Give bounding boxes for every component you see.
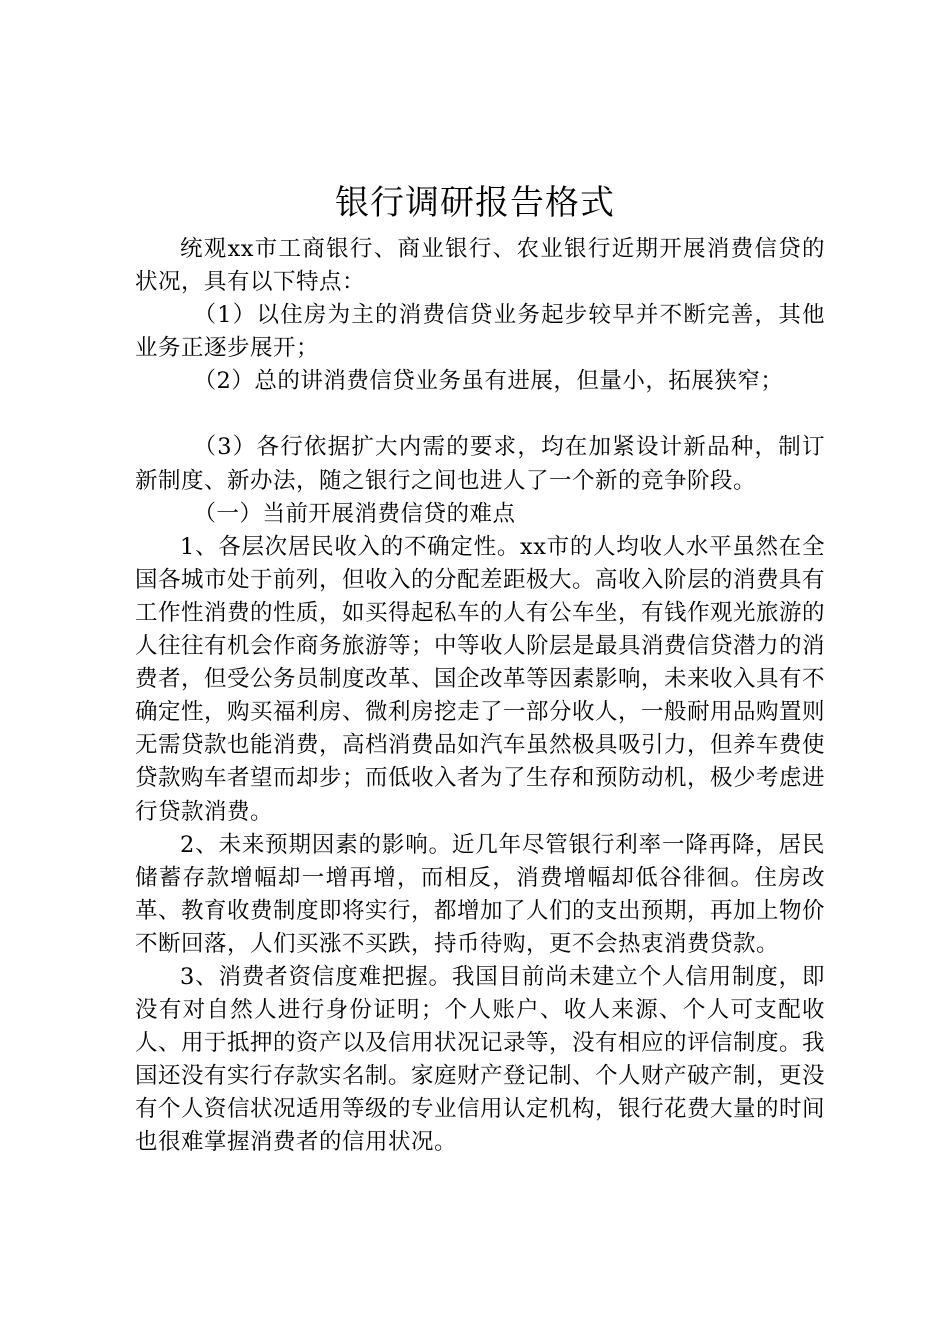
- document-body: [135, 233, 825, 1160]
- paragraph-difficulty-1: 1、各层次居民收入的不确定性。xx市的人均收人水平虽然在全国各城市处于前列，但收入的分配差距极大。高收入阶层的消费具有工作性消费的性质，如买得起私车的人有公车坐，有钱作观光旅游的人往往有机会作商务旅游等；中等收人阶层是最具消费信贷潜力的消费者，但受公务员制度改革、国企改革等因素影响，未来收入具有不确定性，购买福利房、微利房挖走了一部分收人，一般耐用品购置则无需贷款也能消费，高档消费品如汽车虽然极具吸引力，但养车费使贷款购车者望而却步；而低收入者为了生存和预防动机，极少考虑进行贷款消费。: [135, 533, 826, 825]
- paragraph-intro: 统观xx市工商银行、商业银行、农业银行近期开展消费信贷的状况，具有以下特点：: [135, 236, 825, 296]
- paragraph-difficulty-2: 2、未来预期因素的影响。近几年尽管银行利率一降再降，居民储蓄存款增幅却一增再增，而相反，消费增幅却低谷徘徊。住房改革、教育收费制度即将实行，都增加了人们的支出预期，再加上物价不断回落，人们买涨不买跌，持币待购，更不会热衷消费贷款。: [135, 831, 826, 957]
- paragraph-feature-1: （1）以住房为主的消费信贷业务起步较早并不断完善，其他业务正逐步展开；: [135, 302, 825, 362]
- paragraph-feature-3: （3）各行依据扩大内需的要求，均在加紧设计新品种，制订新制度、新办法，随之银行之间也进人了一个新的竞争阶段。: [135, 434, 825, 494]
- section-heading: （一）当前开展消费信贷的难点: [193, 500, 516, 527]
- document-title: 银行调研报告格式: [335, 183, 615, 223]
- paragraph-feature-2: （2）总的讲消费信贷业务虽有进展，但量小，拓展狭窄；: [193, 368, 784, 395]
- paragraph-difficulty-3: 3、消费者资信度难把握。我国目前尚未建立个人信用制度，即没有对自然人进行身份证明；个人账户、收人来源、个人可支配收人、用于抵押的资产以及信用状况记录等，没有相应的评信制度。我国还没有实行存款实名制。家庭财产登记制、个人财产破产制，更没有个人资信状况适用等级的专业信用认定机构，银行花费大量的时间也很难掌握消费者的信用状况。: [135, 963, 826, 1156]
